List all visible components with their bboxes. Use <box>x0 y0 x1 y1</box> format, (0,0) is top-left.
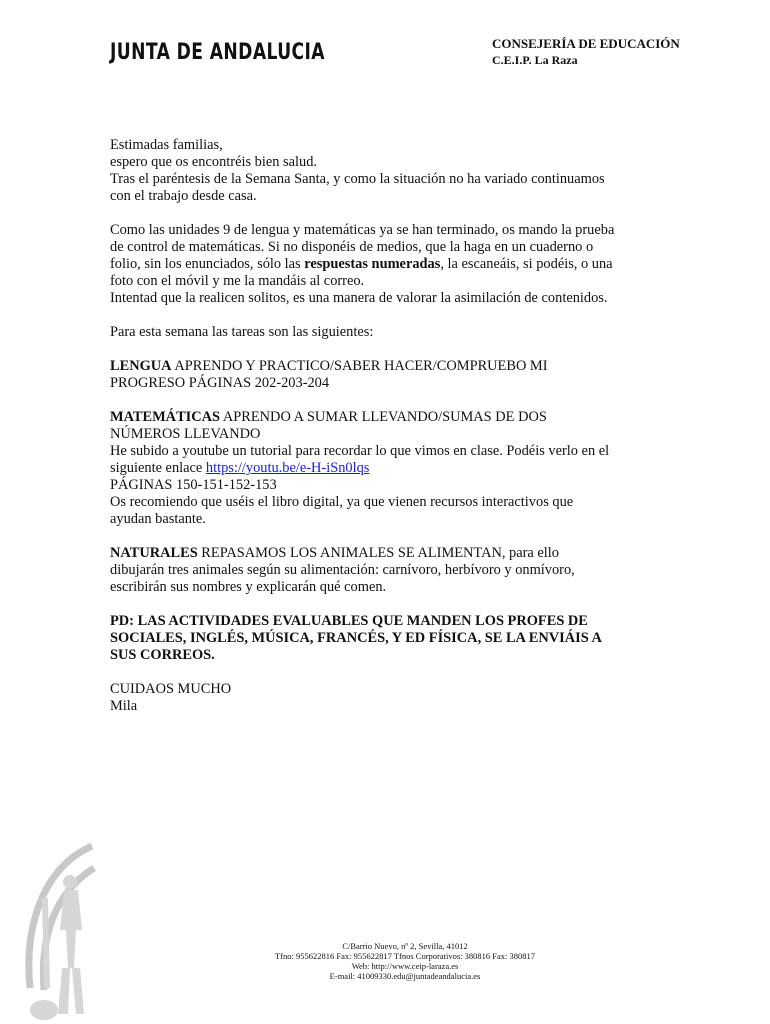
text-line <box>110 256 670 273</box>
department-name: CONSEJERÍA DE EDUCACIÓN <box>492 36 680 51</box>
text-line: Intentad que la realicen solitos, es una manera de valorar la asimilación de contenidos. <box>110 290 608 306</box>
exam-paragraph <box>110 222 670 307</box>
andalucia-emblem-icon <box>22 838 102 1024</box>
postscript <box>110 613 670 664</box>
text-line <box>110 545 670 562</box>
youtube-link[interactable]: https://youtu.be/e-H-iSn0lqs <box>205 460 370 476</box>
text-line: SUS CORREOS. <box>110 647 215 663</box>
text-line: NÚMEROS LLEVANDO <box>110 426 261 442</box>
text-fragment: folio, sin los enunciados, sólo las <box>110 256 305 272</box>
text-line: Os recomiendo que uséis el libro digital, ya que vienen recursos interactivos que <box>110 494 574 510</box>
closing-text: CUIDAOS MUCHO <box>110 681 232 697</box>
footer-email: E-mail: 41009330.edu@juntadeandalucia.es <box>329 971 481 981</box>
text-line: Como las unidades 9 de lengua y matemáticas ya se han terminado, os mando la prueba <box>110 222 615 238</box>
text-line: espero que os encontréis bien salud. <box>110 154 318 170</box>
sign-off <box>110 681 670 715</box>
tasks-intro <box>110 324 670 341</box>
greeting-paragraph <box>110 137 670 205</box>
text-line: de control de matemáticas. Si no disponéis de medios, que la haga en un cuaderno o <box>110 239 594 255</box>
lengua-heading: LENGUA <box>110 358 172 374</box>
lengua-section <box>110 358 670 392</box>
text-line: Tras el paréntesis de la Semana Santa, y como la situación no ha variado continuamos <box>110 171 605 187</box>
text-fragment: APRENDO Y PRACTICO/SABER HACER/COMPRUEBO MI <box>171 358 548 374</box>
text-line: ayudan bastante. <box>110 511 206 527</box>
footer-phones: Tfno: 955622816 Fax: 955622817 Tfnos Corporativos: 380816 Fax: 380817 <box>274 951 536 961</box>
text-fragment: , la escaneáis, si podéis, o una <box>440 256 613 272</box>
bold-text: respuestas numeradas <box>304 256 441 272</box>
footer-address: C/Barrio Nuevo, nº 2, Sevilla, 41012 <box>342 941 468 951</box>
text-line: PROGRESO PÁGINAS 202-203-204 <box>110 375 330 391</box>
text-line: con el trabajo desde casa. <box>110 188 257 204</box>
text-line: SOCIALES, INGLÉS, MÚSICA, FRANCÉS, Y ED FÍSICA, SE LA ENVIÁIS A <box>110 630 602 646</box>
footer-contact <box>240 941 570 981</box>
matematicas-heading: MATEMÁTICAS <box>110 409 221 425</box>
text-line: dibujarán tres animales según su alimentación: carnívoro, herbívoro y onmívoro, <box>110 562 575 578</box>
text-line: PD: LAS ACTIVIDADES EVALUABLES QUE MANDEN LOS PROFES DE <box>110 613 588 629</box>
matematicas-section <box>110 409 670 528</box>
text-line: Para esta semana las tareas son las siguientes: <box>110 324 374 340</box>
header-institution <box>492 36 680 68</box>
school-name: C.E.I.P. La Raza <box>492 53 578 67</box>
text-fragment: REPASAMOS LOS ANIMALES SE ALIMENTAN, para ello <box>197 545 559 561</box>
signature-name: Mila <box>110 698 138 714</box>
naturales-section <box>110 545 670 596</box>
text-line: escribirán sus nombres y explicarán qué comen. <box>110 579 387 595</box>
footer-web: Web: http://www.ceip-laraza.es <box>351 961 459 971</box>
text-line: foto con el móvil y me la mandáis al correo. <box>110 273 365 289</box>
letter-body <box>110 137 670 732</box>
text-line <box>110 358 670 375</box>
text-fragment: APRENDO A SUMAR LLEVANDO/SUMAS DE DOS <box>220 409 547 425</box>
text-line: He subido a youtube un tutorial para recordar lo que vimos en clase. Podéis verlo en el <box>110 443 610 459</box>
junta-logo-text: JUNTA DE ANDALUCIA <box>110 40 325 65</box>
text-line: PÁGINAS 150-151-152-153 <box>110 477 277 493</box>
text-line <box>110 460 670 477</box>
text-line <box>110 409 670 426</box>
greeting-line: Estimadas familias, <box>110 137 223 153</box>
text-fragment: siguiente enlace <box>110 460 206 476</box>
naturales-heading: NATURALES <box>110 545 198 561</box>
